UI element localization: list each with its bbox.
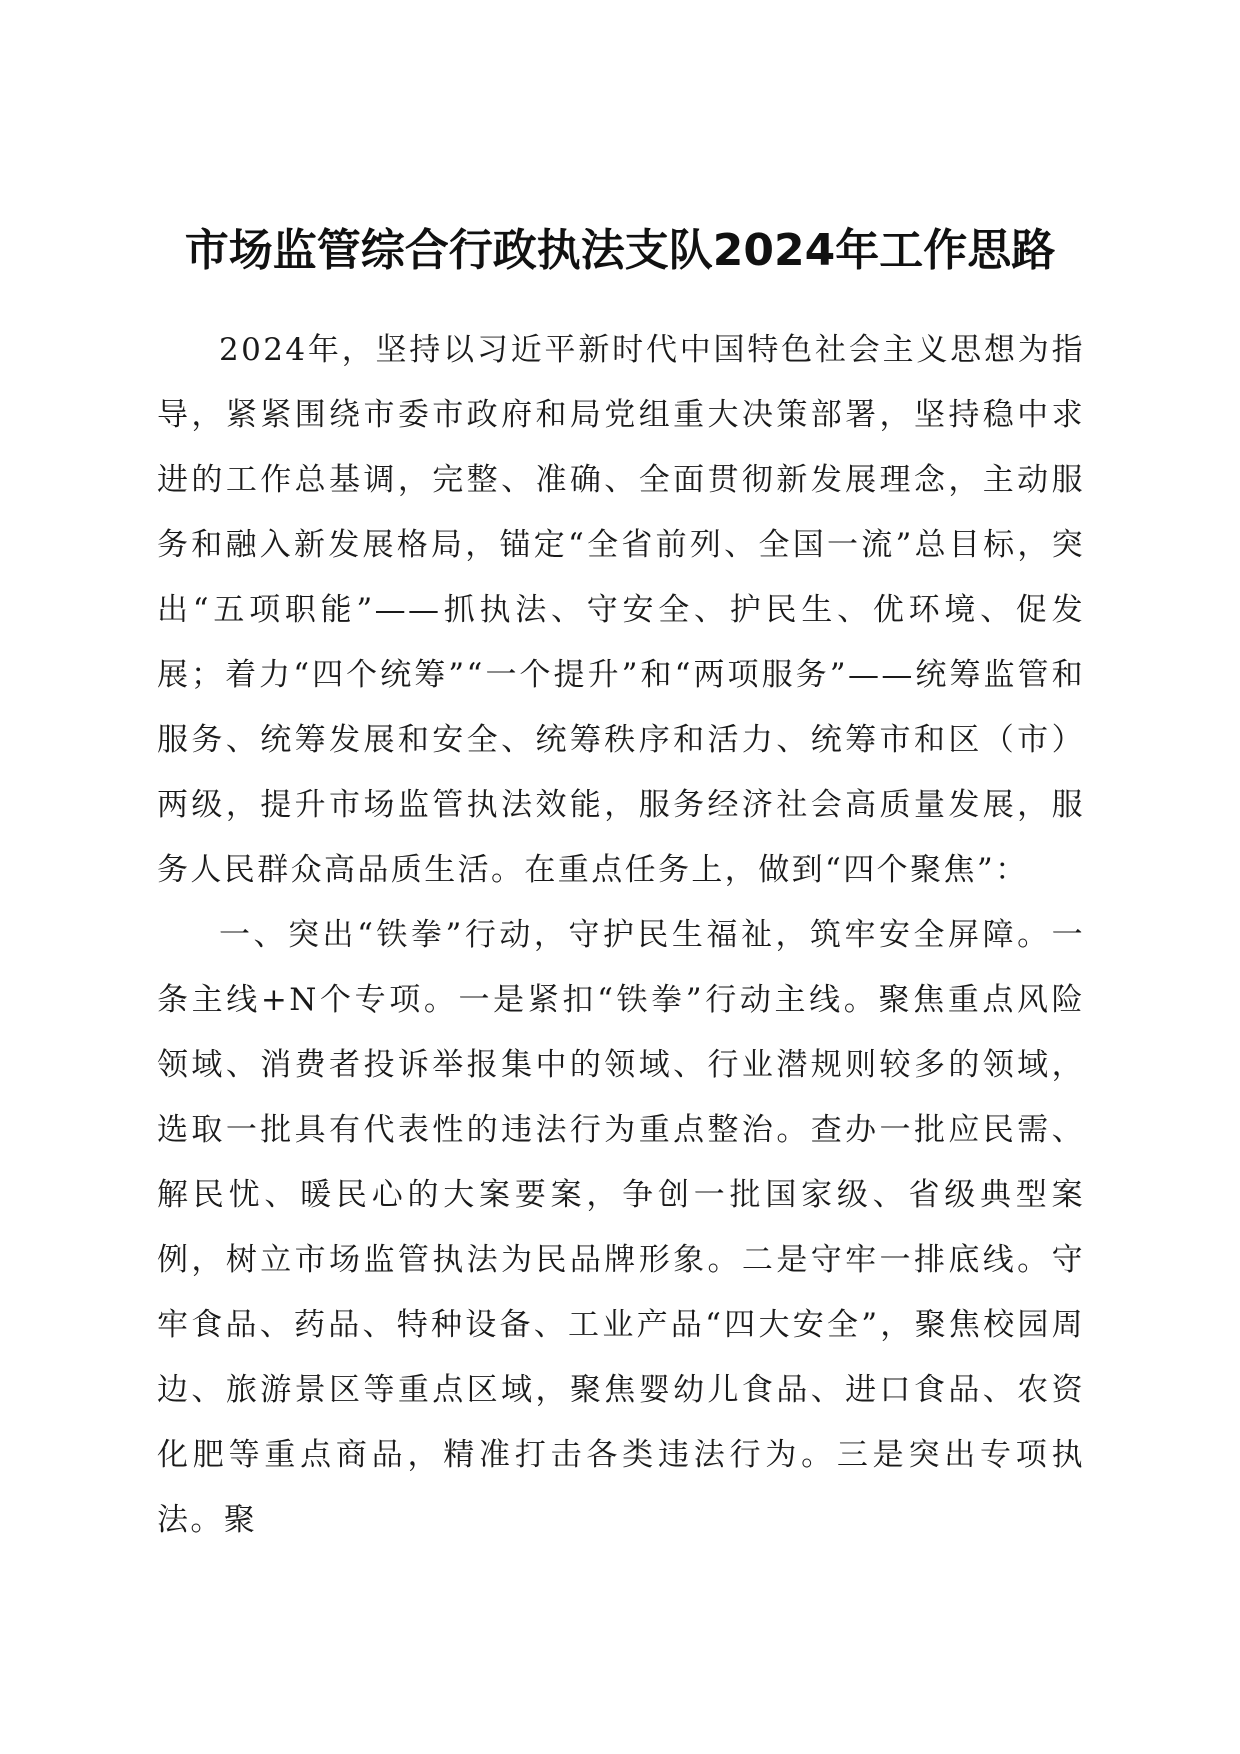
document-title: 市场监管综合行政执法支队2024年工作思路	[184, 225, 1056, 276]
document-body	[157, 318, 1085, 1553]
paragraph-section-one: 一、突出“铁拳”行动，守护民生福祉，筑牢安全屏障。一条主线+N个专项。一是紧扣“铁拳”行动主线。聚焦重点风险领域、消费者投诉举报集中的领域、行业潜规则较多的领域，选取一批具有代表性的违法行为重点整治。查办一批应民需、解民忧、暖民心的大案要案，争创一批国家级、省级典型案例，树立市场监管执法为民品牌形象。二是守牢一排底线。守牢食品、药品、特种设备、工业产品“四大安全”，聚焦校园周边、旅游景区等重点区域，聚焦婴幼儿食品、进口食品、农资化肥等重点商品，精准打击各类违法行为。三是突出专项执法。聚	[157, 917, 1085, 1538]
paragraph-intro: 2024年，坚持以习近平新时代中国特色社会主义思想为指导，紧紧围绕市委市政府和局党组重大决策部署，坚持稳中求进的工作总基调，完整、准确、全面贯彻新发展理念，主动服务和融入新发展格局，锚定“全省前列、全国一流”总目标，突出“五项职能”——抓执法、守安全、护民生、优环境、促发展；着力“四个统筹”“一个提升”和“两项服务”——统筹监管和服务、统筹发展和安全、统筹秩序和活力、统筹市和区（市）两级，提升市场监管执法效能，服务经济社会高质量发展，服务人民群众高品质生活。在重点任务上，做到“四个聚焦”：	[157, 332, 1085, 888]
